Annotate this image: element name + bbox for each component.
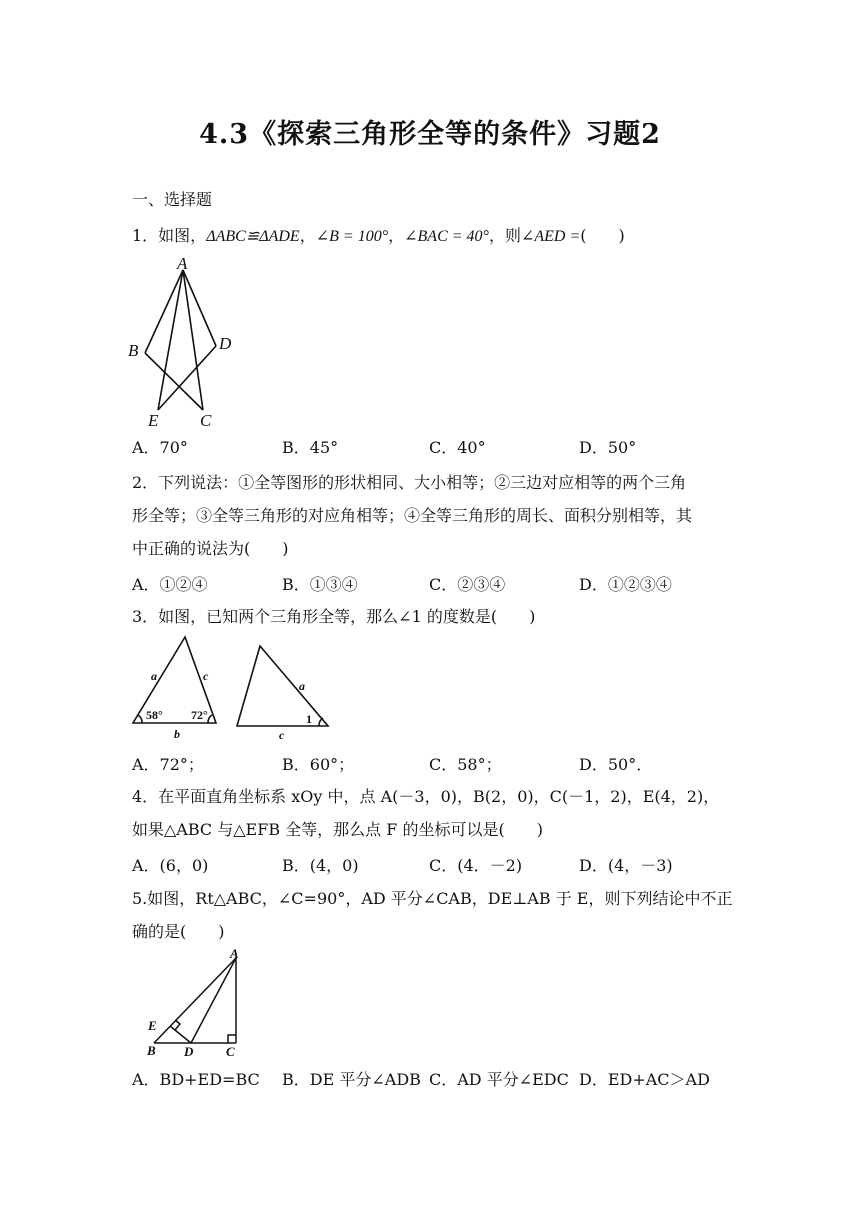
question-4-line-1: 4．在平面直角坐标系 xOy 中，点 A(－3，0)，B(2，0)，C(－1，2)，E(4，2)， [132, 787, 720, 806]
q5-label-c: C [226, 1044, 235, 1058]
question-5-line-1: 5.如图，Rt△ABC，∠C=90°，AD 平分∠CAB，DE⊥AB 于 E，则下列结论中不正 [132, 889, 733, 908]
q1-comma-2: ， [388, 226, 405, 245]
q1-label-c: C [200, 411, 212, 430]
q5-option-b: B．DE 平分∠ADB [282, 1070, 421, 1089]
q1-comma-1: ， [299, 226, 316, 245]
q1-label-a: A [177, 254, 188, 273]
section-heading: 一、选择题 [132, 190, 213, 209]
q5-option-c: C．AD 平分∠EDC [429, 1070, 569, 1089]
q1-tail: ，则 [488, 226, 521, 245]
q1-option-b: B．45° [282, 438, 339, 457]
q3-label-72: 72° [191, 708, 208, 722]
q5-label-d: D [184, 1044, 194, 1058]
q5-label-b: B [147, 1043, 156, 1058]
q3-label-58: 58° [146, 708, 163, 722]
q1-label-d: D [219, 334, 232, 353]
q3-triangle-right [237, 646, 328, 726]
q5-right-angle-e [175, 1020, 180, 1030]
q5-figure [140, 946, 250, 1058]
q2-option-b: B．①③④ [282, 575, 358, 594]
q3-label-a-right: a [299, 679, 305, 693]
q5-edge-ab [154, 958, 236, 1043]
q5-option-d: D．ED+AC＞AD [579, 1070, 710, 1089]
q3-label-b-left: b [174, 727, 180, 741]
q5-option-a: A．BD+ED=BC [132, 1070, 260, 1089]
q1-figure [120, 250, 240, 430]
q1-angle-b: ∠B = 100° [315, 228, 389, 245]
q1-label-e: E [148, 411, 159, 430]
q1-edge-bc [145, 353, 203, 410]
q5-label-e: E [148, 1018, 157, 1033]
q1-edge-ac [183, 270, 203, 410]
q5-right-angle-c [228, 1035, 236, 1043]
q1-edge-ae [158, 270, 183, 410]
q1-congruence: ΔABC≌ΔADE [206, 228, 300, 245]
q1-paren: ( ) [580, 226, 625, 245]
q4-option-c: C．(4．－2) [429, 856, 523, 875]
question-2-line-2: 形全等；③全等三角形的对应角相等；④全等三角形的周长、面积分别相等，其 [132, 506, 693, 525]
q1-edge-ab [145, 270, 183, 353]
q1-option-a: A．70° [132, 438, 188, 457]
question-3-text: 3．如图，已知两个三角形全等，那么∠1 的度数是( ) [132, 607, 536, 626]
page-title: 4.3《探索三角形全等的条件》习题2 [199, 119, 661, 150]
q5-edge-de [170, 1026, 191, 1043]
q1-angle-bac: ∠BAC = 40° [404, 228, 489, 245]
q2-option-d: D．①②③④ [579, 575, 672, 594]
q1-edge-de [158, 346, 216, 410]
q3-label-1: 1 [306, 712, 312, 726]
q3-option-b: B．60°； [282, 755, 355, 774]
q3-option-d: D．50°． [579, 755, 653, 774]
q3-label-c-right: c [279, 728, 285, 742]
question-1-text [132, 225, 625, 248]
q1-option-c: C．40° [429, 438, 486, 457]
q3-angle-mark-1 [319, 718, 323, 726]
q4-option-a: A．(6，0) [132, 856, 209, 875]
q1-ask: ∠AED = [520, 228, 581, 245]
q3-option-c: C．58°； [429, 755, 502, 774]
q2-option-c: C．②③④ [429, 575, 506, 594]
question-4-line-2: 如果△ABC 与△EFB 全等，那么点 F 的坐标可以是( ) [132, 820, 543, 839]
q3-label-c-left: c [203, 669, 209, 683]
q3-label-a-left: a [151, 669, 157, 683]
q3-option-a: A．72°； [132, 755, 204, 774]
question-2-line-3: 中正确的说法为( ) [132, 539, 289, 558]
q3-figure [125, 630, 345, 745]
q1-lead: 1．如图， [132, 226, 207, 245]
q1-label-b: B [128, 341, 139, 360]
q2-option-a: A．①②④ [132, 575, 208, 594]
q5-label-a: A [230, 946, 239, 961]
q4-option-b: B．(4，0) [282, 856, 359, 875]
q3-angle-mark-58 [138, 715, 142, 723]
q3-angle-mark-72 [208, 715, 212, 723]
question-5-line-2: 确的是( ) [132, 922, 225, 941]
q1-option-d: D．50° [579, 438, 637, 457]
q5-edge-ad [191, 958, 236, 1043]
q4-option-d: D．(4，－3) [579, 856, 673, 875]
question-2-line-1: 2．下列说法：①全等图形的形状相同、大小相等；②三边对应相等的两个三角 [132, 473, 687, 492]
